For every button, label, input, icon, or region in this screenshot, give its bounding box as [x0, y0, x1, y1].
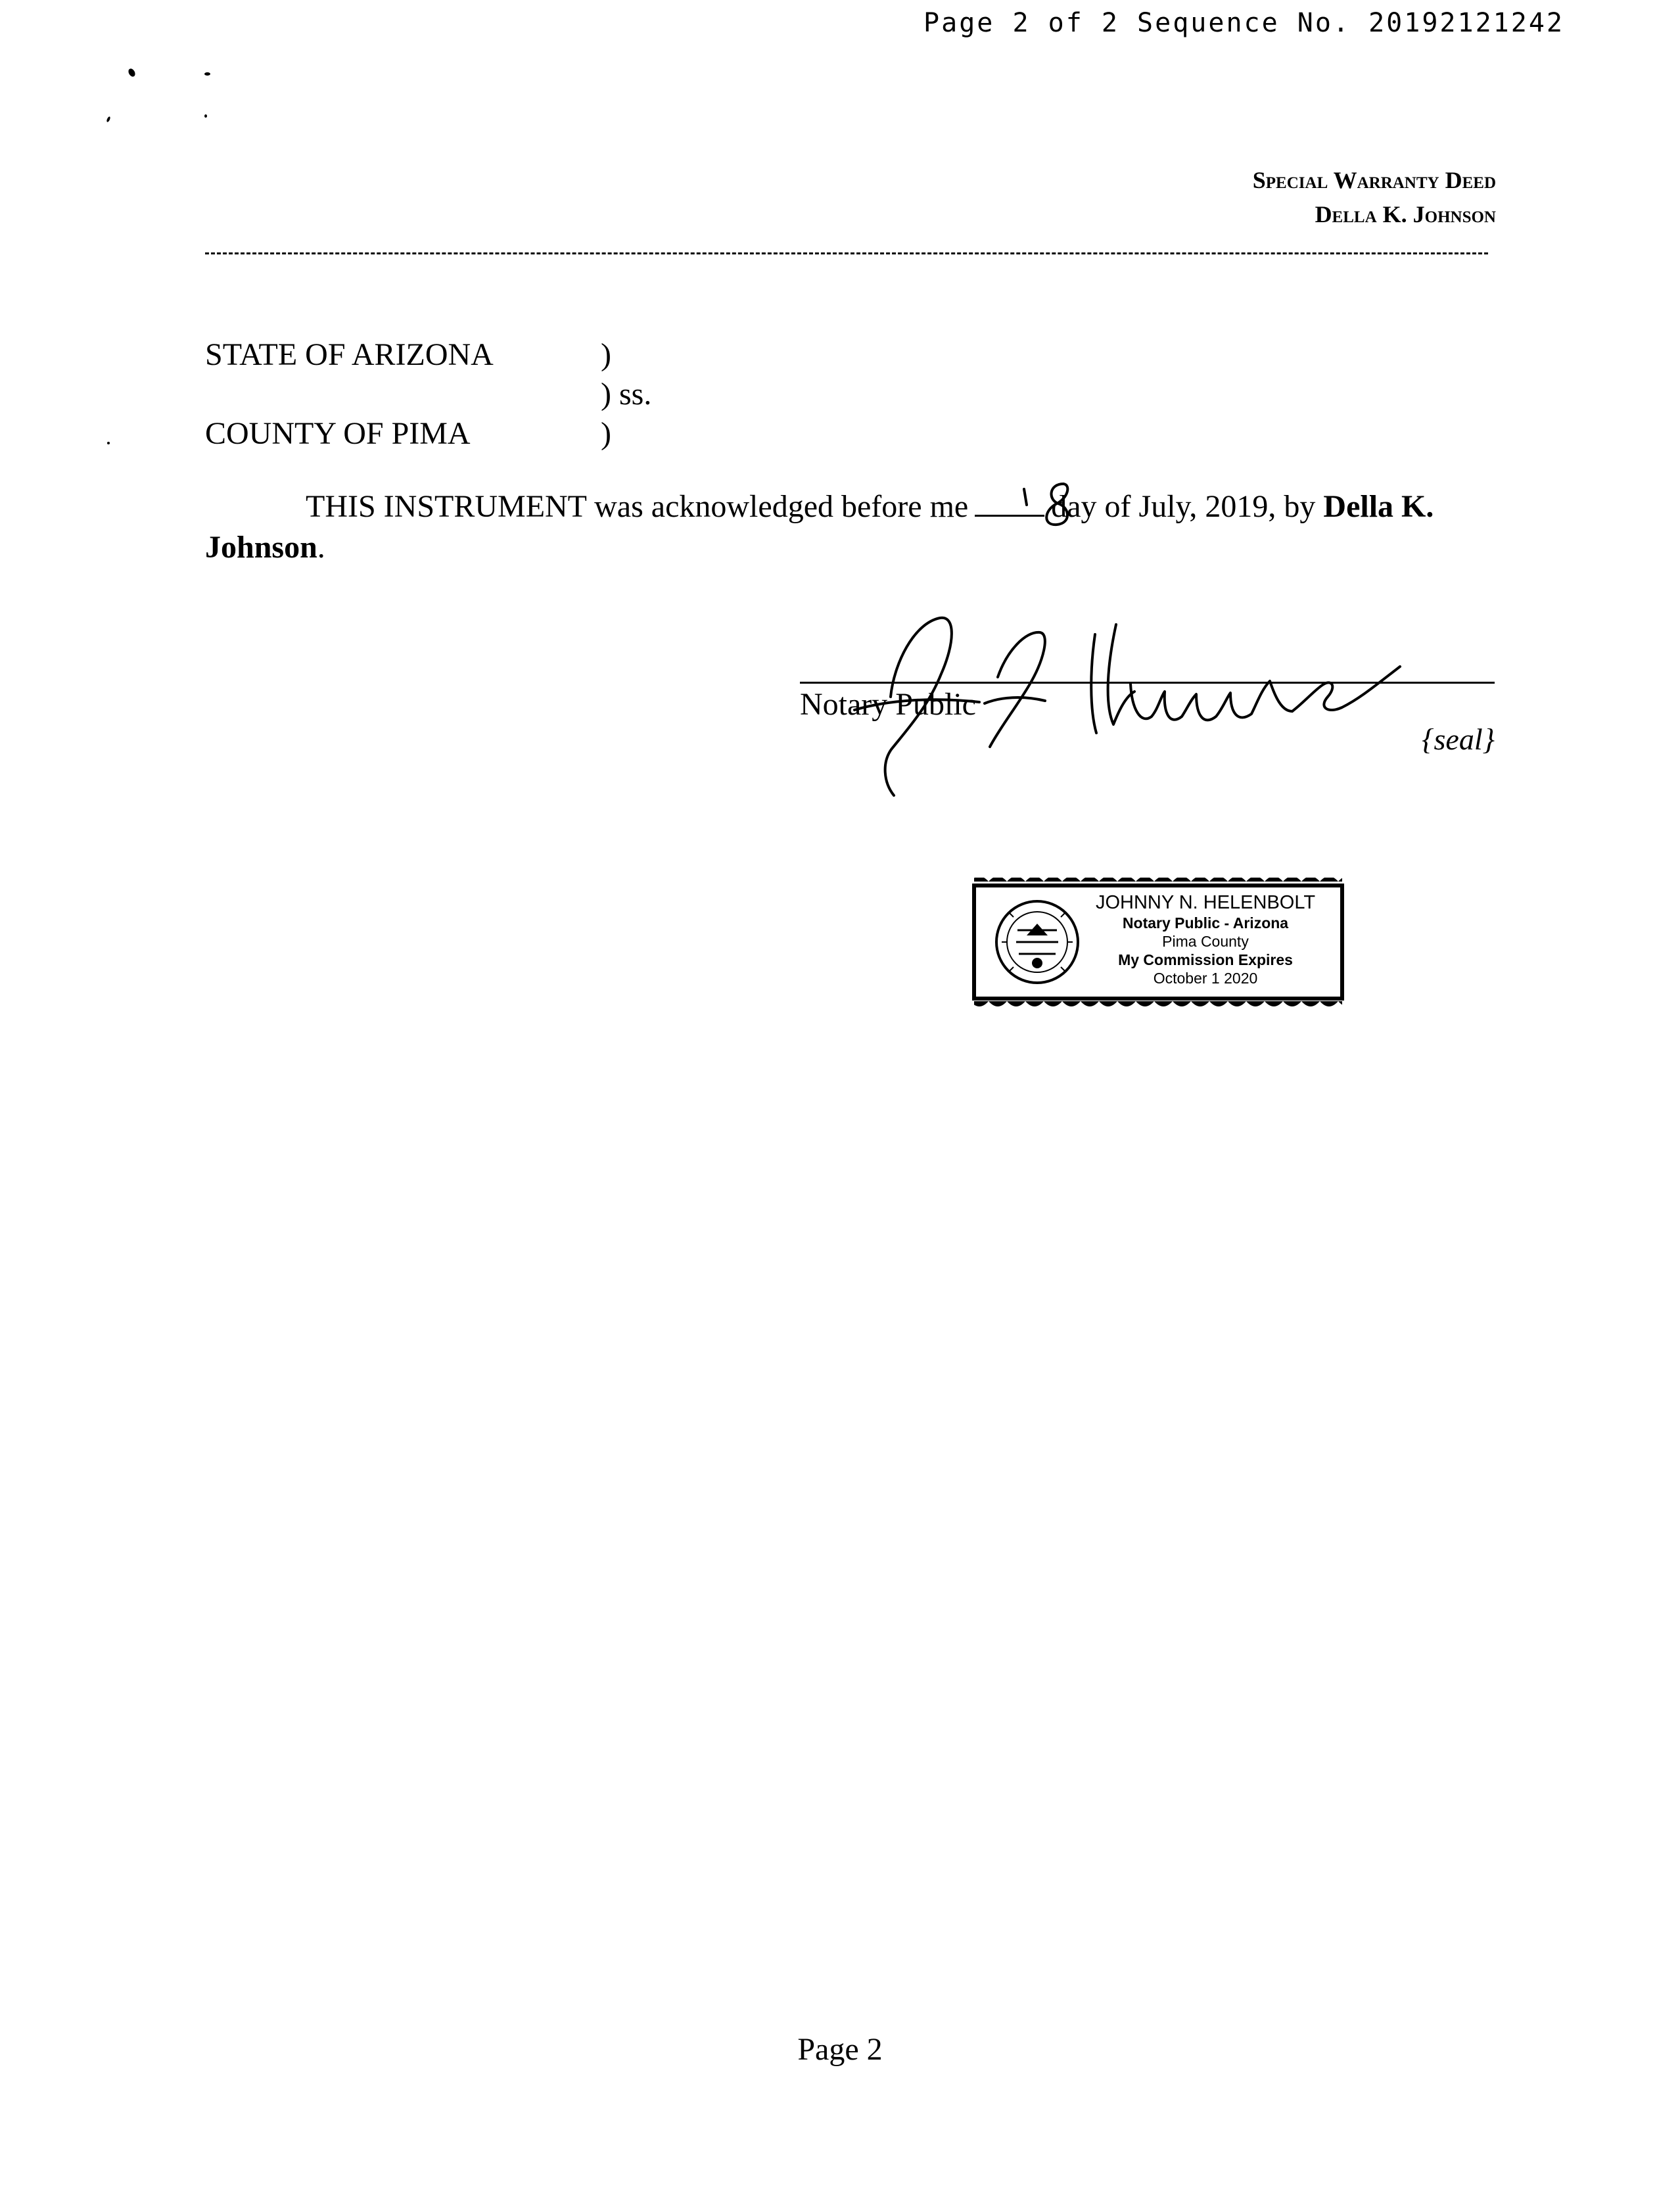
document-header: [1253, 163, 1496, 231]
venue-bracket-top: ): [601, 337, 611, 372]
venue-bracket-bottom: ): [601, 416, 611, 451]
stamp-commission-label: My Commission Expires: [1118, 951, 1293, 968]
recording-header: Page 2 of 2 Sequence No. 20192121242: [923, 8, 1564, 38]
scan-speck: [107, 442, 110, 444]
ack-name-part1: Della K.: [1323, 489, 1434, 524]
scan-speck: [127, 68, 136, 78]
page-number: Page 2: [797, 2032, 883, 2067]
stamp-county: Pima County: [1162, 933, 1249, 950]
venue-state: STATE OF ARIZONA: [205, 337, 494, 372]
header-divider: [205, 252, 1488, 254]
scan-speck: [204, 114, 207, 118]
stamp-notary-title: Notary Public - Arizona: [1122, 914, 1289, 932]
ack-text-after: day of July, 2019, by: [1051, 489, 1316, 524]
notary-stamp: [970, 872, 1346, 1012]
acknowledgment-paragraph: [205, 486, 1496, 568]
venue-bracket-ss: ) ss.: [601, 377, 652, 412]
stamp-notary-name: JOHNNY N. HELENBOLT: [1095, 892, 1316, 913]
venue-county: COUNTY OF PIMA: [205, 416, 471, 451]
seal-label: {seal}: [1422, 722, 1495, 756]
ack-text-before: THIS INSTRUMENT was acknowledged before me: [306, 489, 969, 524]
ack-name-part2: Johnson: [205, 530, 317, 565]
notary-signature: [828, 598, 1433, 815]
handwritten-day-mark: [1016, 475, 1088, 534]
scan-speck: [106, 116, 110, 123]
ack-end-punct: .: [317, 530, 325, 565]
document-title: Special Warranty Deed: [1252, 167, 1496, 193]
document-party: Della K. Johnson: [1315, 201, 1496, 227]
scan-speck: [204, 72, 210, 76]
stamp-expiry-date: October 1 2020: [1153, 970, 1258, 987]
notary-public-label: Notary Public: [800, 687, 976, 722]
